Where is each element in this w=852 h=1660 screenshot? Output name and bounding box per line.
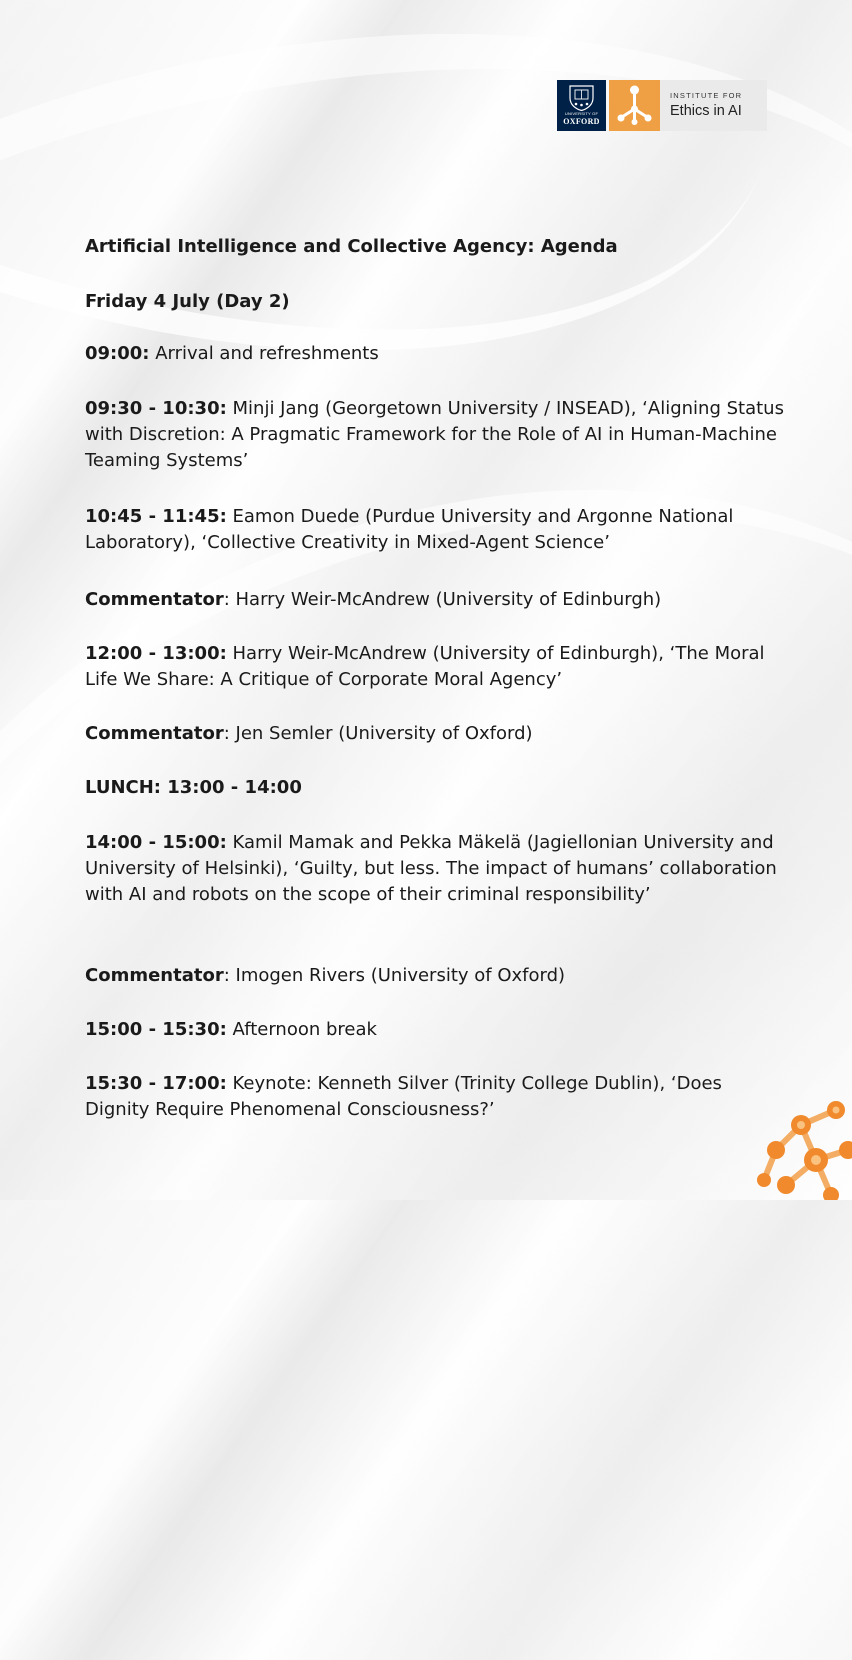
agenda-item-text: Arrival and refreshments bbox=[149, 343, 379, 364]
agenda-item-text: Kamil Mamak and Pekka Mäkelä (Jagiellonian University and University of Helsinki), ‘Guilty, but less. The impact of humans’ collaboration with AI and robots on the scope of their criminal responsibility’ bbox=[85, 832, 777, 905]
agenda-item bbox=[85, 641, 785, 693]
agenda-item-time: 10:45 - 11:45: bbox=[85, 506, 227, 527]
institute-mark bbox=[609, 80, 660, 131]
agenda-item-time: 09:30 - 10:30: bbox=[85, 398, 227, 419]
header-logo bbox=[557, 80, 767, 131]
agenda-item bbox=[85, 396, 785, 474]
molecule-decoration-icon bbox=[756, 1090, 852, 1200]
institute-line: INSTITUTE FOR bbox=[670, 91, 743, 100]
agenda-title: Artificial Intelligence and Collective Agency: Agenda bbox=[85, 236, 618, 257]
oxford-university-line: UNIVERSITY OF bbox=[564, 111, 599, 116]
oxford-crest-icon bbox=[568, 85, 595, 111]
agenda-item bbox=[85, 1017, 785, 1043]
agenda-item-text: Keynote: Kenneth Silver (Trinity College Dublin), ‘Does Dignity Require Phenomenal Consciousness?’ bbox=[85, 1073, 722, 1120]
agenda-item-text: Minji Jang (Georgetown University / INSEAD), ‘Aligning Status with Discretion: A Pragmatic Framework for the Role of AI in Human-Machine Teaming Systems’ bbox=[85, 398, 784, 471]
commentator-text: : Imogen Rivers (University of Oxford) bbox=[223, 965, 566, 986]
commentator-label: Commentator bbox=[85, 723, 224, 744]
agenda-item-text: Afternoon break bbox=[226, 1019, 377, 1040]
institute-wordmark bbox=[660, 80, 767, 131]
agenda-item-time: 12:00 - 13:00: bbox=[85, 643, 227, 664]
oxford-name: OXFORD bbox=[563, 117, 600, 126]
commentator-text: : Jen Semler (University of Oxford) bbox=[223, 723, 533, 744]
agenda-commentator bbox=[85, 587, 785, 613]
agenda-item-text: Eamon Duede (Purdue University and Argonne National Laboratory), ‘Collective Creativity in Mixed-Agent Science’ bbox=[85, 506, 734, 553]
agenda-item bbox=[85, 1071, 785, 1123]
oxford-logo bbox=[557, 80, 606, 131]
agenda-item-time: 15:00 - 15:30: bbox=[85, 1019, 227, 1040]
agenda-item-time: 14:00 - 15:00: bbox=[85, 832, 227, 853]
agenda-day: Friday 4 July (Day 2) bbox=[85, 291, 290, 312]
agenda-lunch bbox=[85, 775, 785, 801]
agenda-item bbox=[85, 504, 785, 556]
agenda-item-text: Harry Weir-McAndrew (University of Edinburgh), ‘The Moral Life We Share: A Critique of Corporate Moral Agency’ bbox=[85, 643, 765, 690]
agenda-commentator bbox=[85, 721, 785, 747]
agenda-item bbox=[85, 341, 785, 367]
commentator-text: : Harry Weir-McAndrew (University of Edinburgh) bbox=[223, 589, 662, 610]
network-node-icon bbox=[609, 80, 660, 131]
lunch-label: LUNCH: 13:00 - 14:00 bbox=[85, 777, 302, 798]
agenda-item-time: 09:00: bbox=[85, 343, 150, 364]
agenda-item-time: 15:30 - 17:00: bbox=[85, 1073, 227, 1094]
commentator-label: Commentator bbox=[85, 965, 224, 986]
agenda-commentator bbox=[85, 963, 785, 989]
agenda-item bbox=[85, 830, 785, 908]
institute-name: Ethics in AI bbox=[670, 103, 742, 119]
commentator-label: Commentator bbox=[85, 589, 224, 610]
